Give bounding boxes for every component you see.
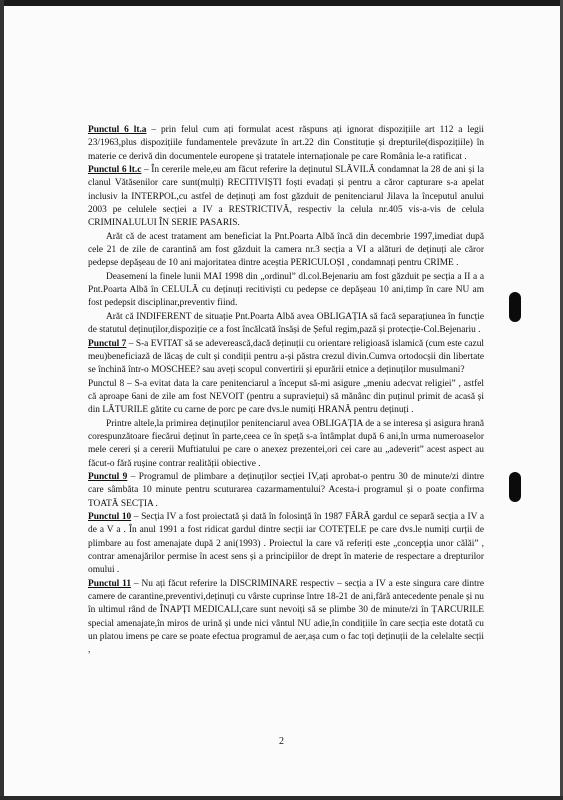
- section-label: Punctul 9: [88, 471, 128, 482]
- paragraph-punctul-11: [88, 578, 484, 658]
- paragraph-punctul-6a: [88, 124, 484, 164]
- paragraph-text: Printre altele,la primirea deținuților penitenciarul avea OBLIGAȚIA de a se interesa și asigura hrană corespunzătoare fiecărui deținut în parte,ceea ce în speță s-a întâmplat după 6 ani,în urma numeroaselor mele cereri și a cererii Muftiatului pe care o anexez prezentei,ori cei care au „adeverit” acest aspect au făcut-o fără rușine contrar realității obiective .: [88, 418, 484, 469]
- paragraph-punctul-7: [88, 338, 484, 378]
- document-body: [88, 124, 484, 658]
- scan-border-bottom: [0, 796, 563, 800]
- binder-hole-mark: [509, 292, 521, 322]
- paragraph-text: – prin felul cum ați formulat acest răspuns ați ignorat dispozițiile art 112 a legii 23/1963,plus dispozițiile fundamentele prevăzute în art.22 din Constituție și drepturile(dispozițiile) în materie ce derivă din documentele europene și tratatele internaționale pe care România le-a ratificat .: [88, 125, 484, 162]
- paragraph-punctul-8: Punctul 8 – S-a evitat data la care penitenciarul a început să-mi asigure „meniu adecvat religiei” , astfel că aproape 6ani de zile am fost NEVOIT (pentru a supraviețui) să mănânc din puținul primit de acasă și din LĂTURILE gătite cu carne de porc pe care dvs.le numiți HRANĂ pentru deținuți .: [88, 378, 484, 416]
- paragraph-text: – În cererile mele,eu am făcut referire la deținutul SLĂVILĂ condamnat la 28 de ani și la clanul Vătăsenilor care sunt(mulți) RECITIVIȘTI foști evadați și pentru a căror capturare s-a apelat inclusiv la INTERPOL,cu astfel de deținuți am fost găzduit de penitenciarul Jilava la începutul anului 2003 pe celulele secției a IV a RESTRICTIVĂ, respectiv la celula nr.405 vis-a-vis de celula CRIMINALULUI ÎN SERIE PASARIS.: [88, 165, 484, 229]
- paragraph-text: Arăt că INDIFERENT de situație Pnt.Poarta Albă avea OBLIGAȚIA să facă separațiunea în funcție de statutul deținuților,dispoziție ce a fost încălcată însăși de Șeful regim,pază și protecție-Col.Bejenariu .: [88, 311, 484, 336]
- paragraph-text: – Programul de plimbare a deținuților secției IV,ați aprobat-o pentru 30 de minute/zi dintre care sâmbăta 10 minute pentru scuturarea cazarmamentului? Acesta-i programul și o poate confirma TOATĂ SECȚIA .: [88, 471, 484, 509]
- section-label: Punctul 6 lt.a: [88, 125, 147, 135]
- paragraph-punctul-6c: [88, 164, 484, 231]
- section-label: Punctul 11: [88, 578, 132, 589]
- paragraph-punctul-10: [88, 511, 484, 578]
- section-label: Punctul 7: [88, 338, 127, 349]
- binder-hole-mark: [509, 472, 521, 502]
- scan-border-left: [0, 0, 4, 800]
- paragraph-text: – Nu ați făcut referire la DISCRIMINARE respectiv – secția a IV a este singura care dintre camere de carantine,preventivi,deținuți cu vârste cuprinse între 18-21 de ani,fără antecedente penale și nu în ultimul rând de ÎNAPȚI MEDICALI,care sunt nevoiți să se plimbe 30 de minute/zi în ȚARCURILE special amenajate,în miros de urină și unde nici vântul NU adie,în condițiile în care secția este dotată cu un platou imens pe care se poate efectua programul de aer,așa cum o fac toți deținuții de la celelalte secții ,: [88, 578, 484, 656]
- paragraph-text: Deasemeni la finele lunii MAI 1998 din „ordinul” dl.col.Bejenariu am fost găzduit pe secția a II a a Pnt.Poarta Albă în CELULĂ cu deținuți recitiviști cu pedepse ce depășeau 10 ani,timp în care NU am fost pedepsit disciplinar,preventiv fiind.: [88, 271, 484, 309]
- paragraph-punctul-9: [88, 471, 484, 511]
- paragraph-text: Arăt că de acest tratament am beneficiat la Pnt.Poarta Albă încă din decembrie 1997,imediat după cele 21 de zile de carantină am fost găzduit la camera nr.3 secția a VI a alături de deținuți ale căror pedepse depășeau de 10 ani majoritatea dintre aceștia PERICULOȘI , condamnați pentru CRIME .: [88, 231, 484, 269]
- section-label: Punctul 10: [88, 511, 132, 522]
- paragraph-text: – Secția IV a fost proiectată și dată în folosință în 1987 FĂRĂ gardul ce separă secția a IV a de a V a . În anul 1991 a fost ridicat gardul dintre secții iar COTEȚELE pe care dvs.le numiți curții de plimbare au fost amenajate după 2 ani(1993) . Proiectul la care vă referiți este „concepția unor călăi” , contrar amenajărilor permise în acest sens și a principiilor de drept în materie de respectare a drepturilor omului .: [88, 511, 484, 576]
- scan-border-top: [0, 0, 563, 6]
- page-number: 2: [279, 736, 284, 747]
- paragraph-text: – S-a EVITAT să se adeverească,dacă deținuții cu orientare religioasă islamică (cum este cazul meu)beneficiază de lăcaș de cult și condiții pentru a-și păstra crezul divin.Cumva ortodocșii din libertate se închină într-o MOSCHEE? sau aveți scopul convertirii și epurării etnice a deținuților musulmani?: [88, 338, 484, 376]
- section-label: Punctul 6 lt.c: [88, 165, 142, 176]
